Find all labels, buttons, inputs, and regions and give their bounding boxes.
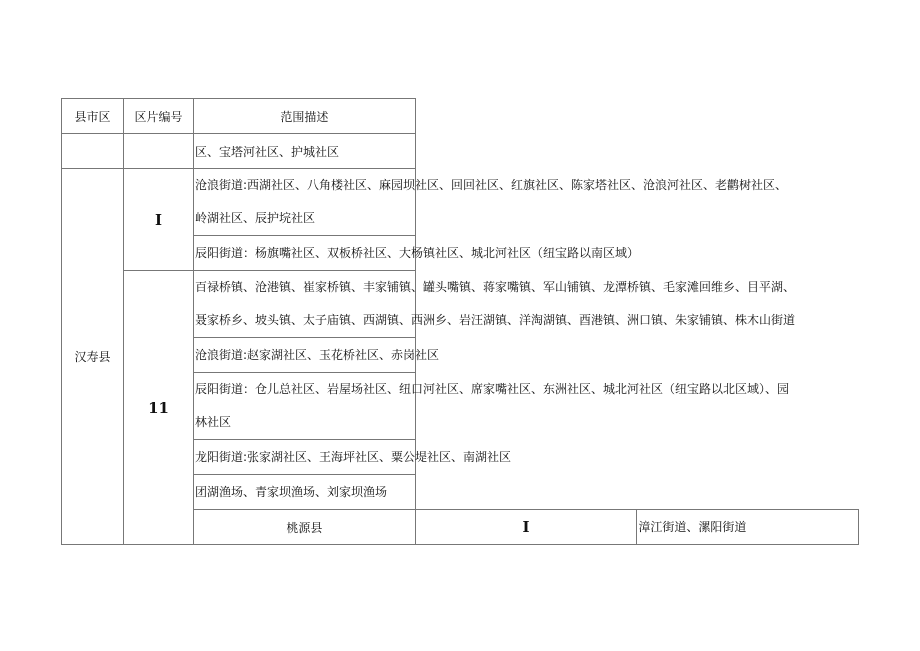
header-row [62, 99, 859, 134]
scope-cell: 辰阳街道：仓儿总社区、岩屋场社区、纽口河社区、席家嘴社区、东洲社区、城北河社区（纽宝路以北区域）、园 林社区 [194, 373, 416, 440]
table-row [62, 134, 859, 169]
zone-table [61, 98, 859, 545]
county-cell: 汉寿县 [62, 169, 124, 545]
header-zone: 区片编号 [124, 99, 194, 134]
scope-cell: 辰阳街道：杨旗嘴社区、双板桥社区、大杨镇社区、城北河社区（纽宝路以南区域） [194, 236, 416, 271]
scope-cell: 区、宝塔河社区、护城社区 [194, 134, 416, 169]
zone-cell: I [124, 169, 194, 271]
table-row [62, 169, 859, 236]
zone-cell: 11 [124, 271, 194, 545]
scope-cell: 百禄桥镇、沧港镇、崔家桥镇、丰家铺镇、罐头嘴镇、蒋家嘴镇、军山铺镇、龙潭桥镇、毛家滩回维乡、目平湖、 聂家桥乡、坡头镇、太子庙镇、西湖镇、西洲乡、岩汪湖镇、洋淘湖镇、酉港镇、洲口镇、朱家铺镇、株木山街道 [194, 271, 416, 338]
scope-cell: 龙阳街道:张家湖社区、王海坪社区、粟公堤社区、南湖社区 [194, 440, 416, 475]
zone-cell: I [415, 510, 637, 545]
scope-cell: 漳江街道、漯阳街道 [637, 510, 859, 545]
header-county: 县市区 [62, 99, 124, 134]
scope-cell: 沧浪街道:西湖社区、八角楼社区、麻园坝社区、回回社区、红旗社区、陈家塔社区、沧浪河社区、老鹳树社区、 岭湖社区、辰护垸社区 [194, 169, 416, 236]
county-cell: 桃源县 [194, 510, 416, 545]
scope-cell: 团湖渔场、青家坝渔场、刘家坝渔场 [194, 475, 416, 510]
table-row [62, 271, 859, 338]
header-scope: 范围描述 [194, 99, 416, 134]
scope-cell: 沧浪街道:赵家湖社区、玉花桥社区、赤岗社区 [194, 338, 416, 373]
